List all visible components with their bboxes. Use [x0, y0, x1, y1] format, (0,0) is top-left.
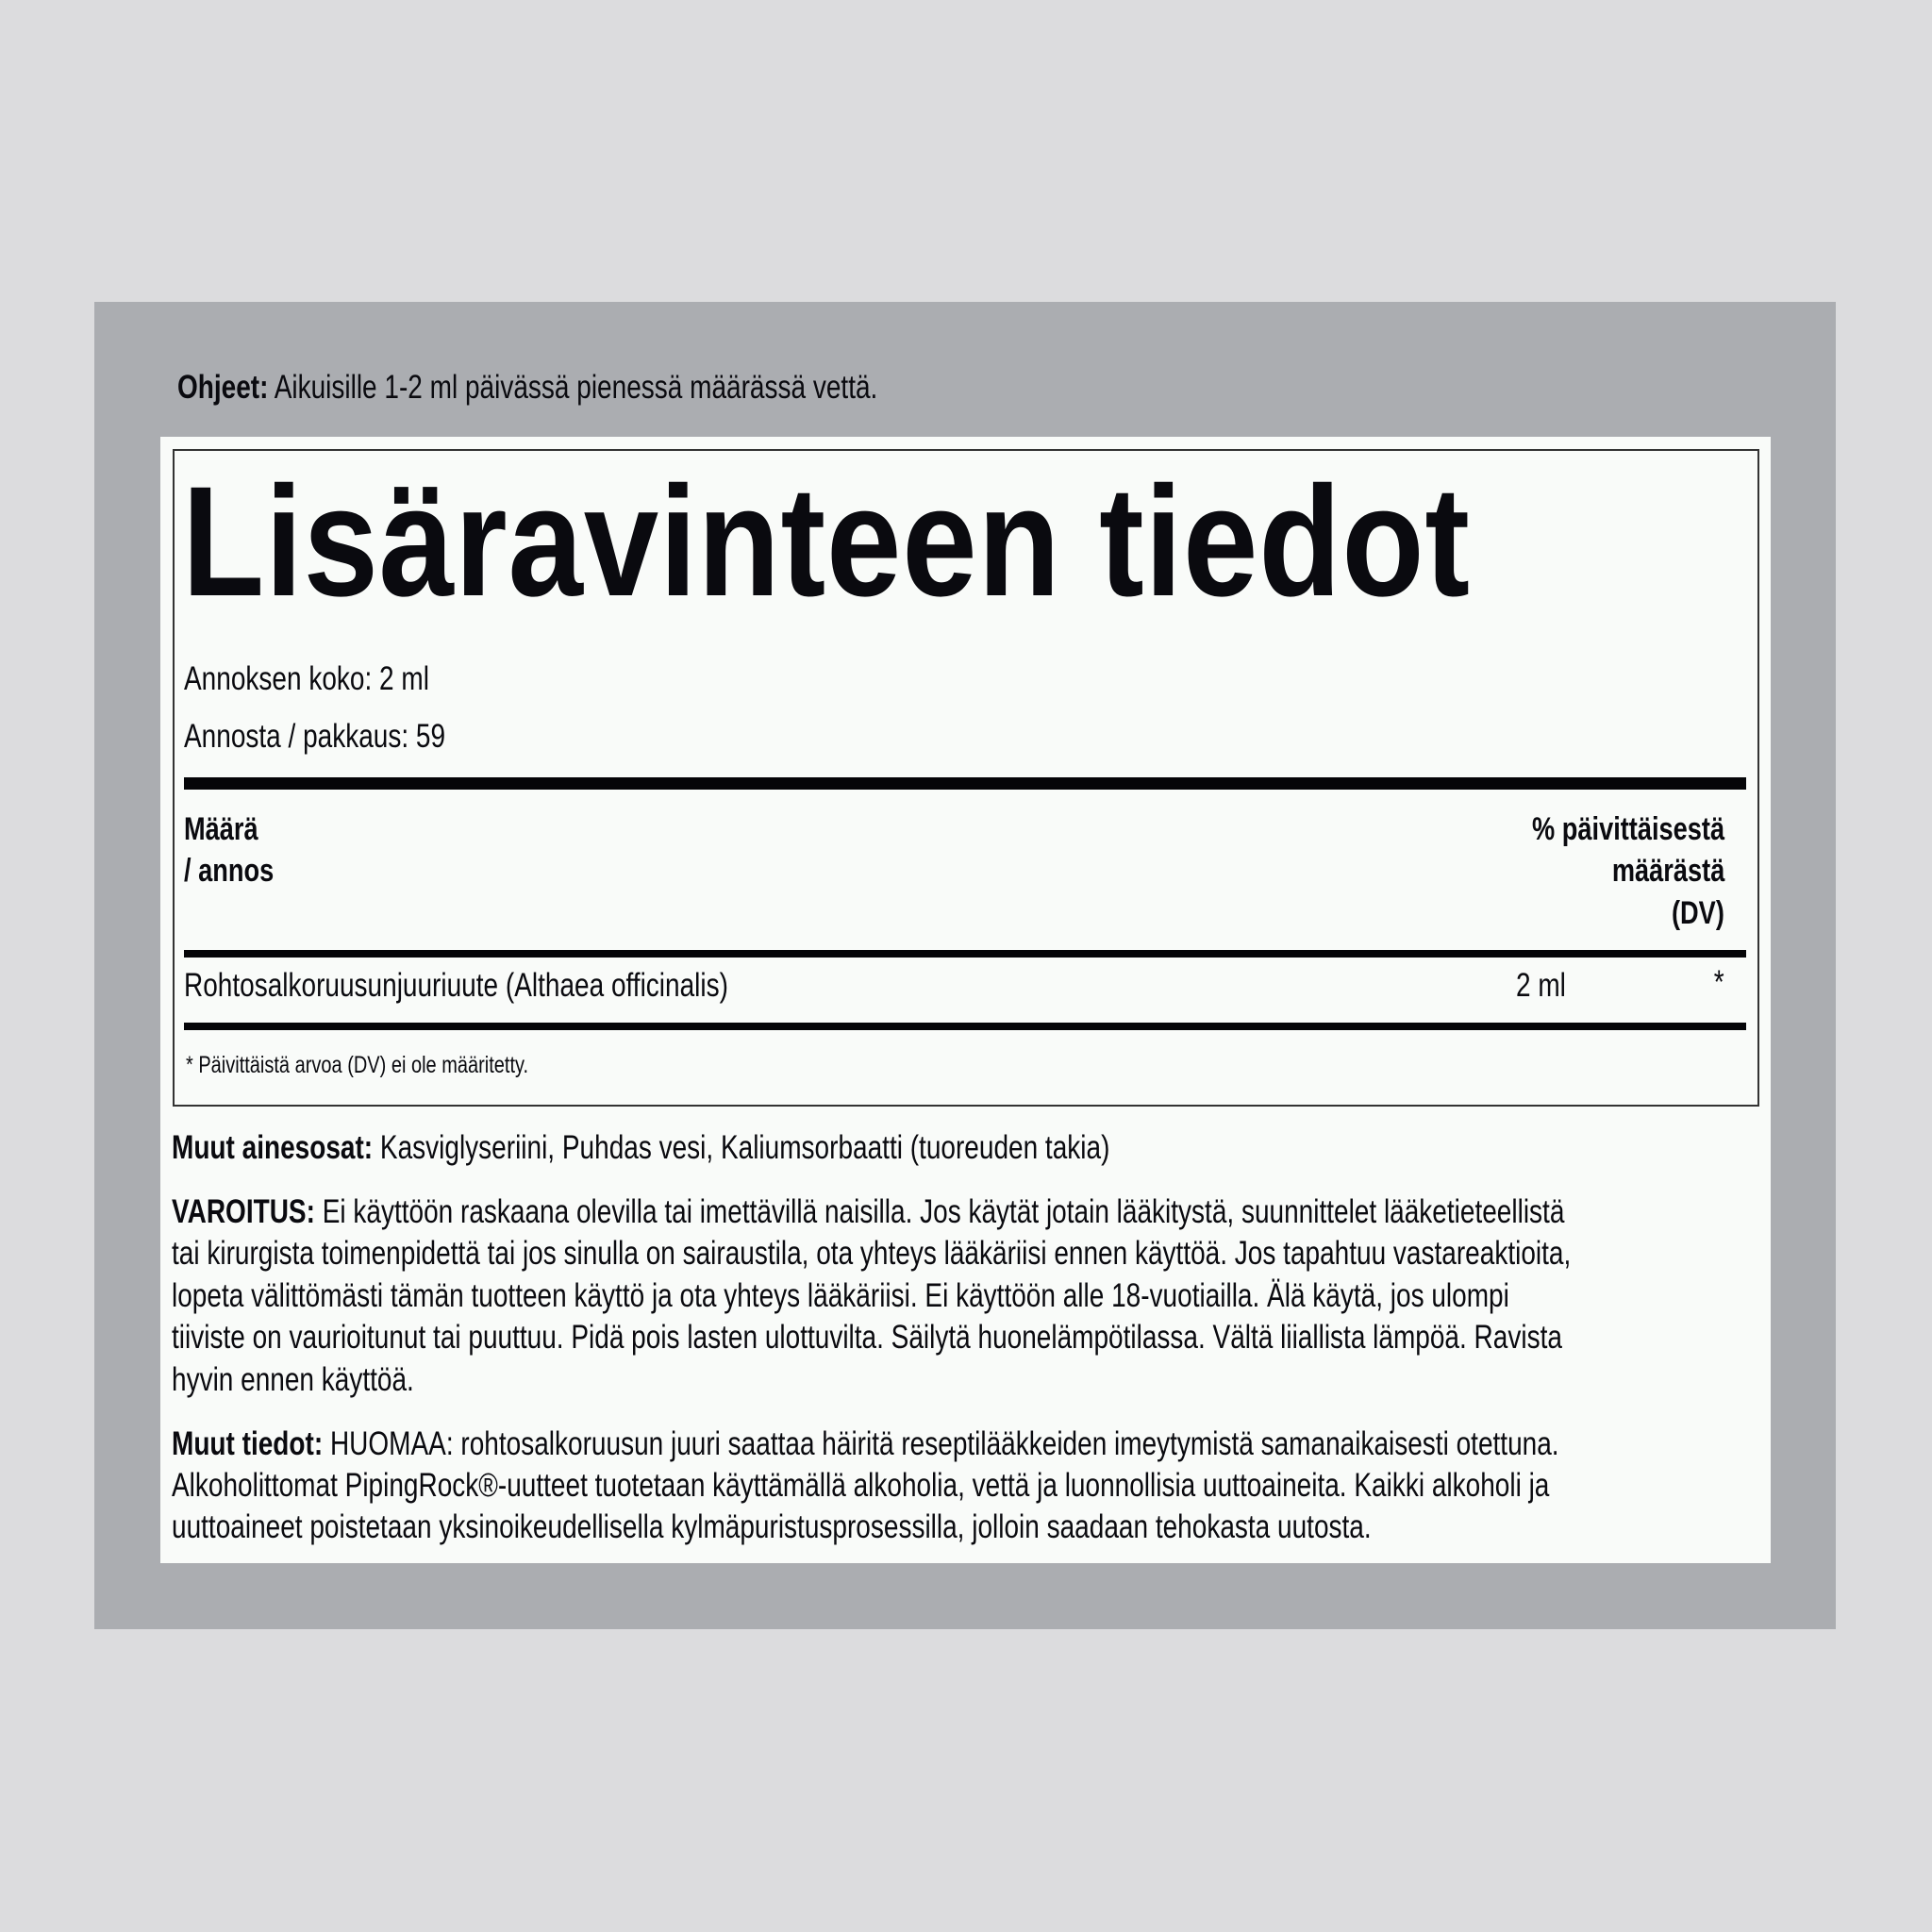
facts-title: Lisäravinteen tiedot [182, 455, 1471, 629]
servings-per-container: Annosta / pakkaus: 59 [184, 718, 446, 755]
other-info-line-3: uuttoaineet poistetaan yksinoikeudellisella kylmäpuristusprosessilla, jolloin saadaan tehokasta uutosta. [172, 1508, 1372, 1545]
warning-line-1 [172, 1191, 1564, 1233]
serving-size: Annoksen koko: 2 ml [184, 660, 429, 697]
other-info-label: Muut tiedot: [172, 1425, 324, 1462]
other-ingredients-label: Muut ainesosat: [172, 1129, 374, 1166]
ingredient-name: Rohtosalkoruusunjuuriuute (Althaea officinalis) [184, 967, 728, 1004]
ingredient-dv: * [1714, 964, 1724, 1001]
directions [177, 367, 877, 408]
other-info-line-2: Alkoholittomat PipingRock®-uutteet tuotetaan käyttämällä alkoholia, vettä ja luonnollisia uuttoaineita. Kaikki alkoholi ja [172, 1467, 1550, 1504]
other-info-line-1 [172, 1424, 1559, 1465]
header-dv-line1: % päivittäisestä [1531, 811, 1724, 847]
dv-footnote: * Päivittäistä arvoa (DV) ei ole määritetty. [186, 1052, 529, 1078]
directions-text: Aikuisille 1-2 ml päivässä pienessä määrässä vettä. [268, 369, 878, 406]
medium-divider [184, 950, 1746, 958]
header-dv-line3: (DV) [1672, 895, 1724, 931]
warning-text: Ei käyttöön raskaana olevilla tai imettävillä naisilla. Jos käytät jotain lääkitystä, suunnittelet lääketieteellistä [314, 1193, 1565, 1230]
ingredient-amount: 2 ml [1516, 967, 1566, 1004]
medium-divider-2 [184, 1023, 1746, 1030]
directions-label: Ohjeet: [177, 369, 269, 406]
warning-label: VAROITUS: [172, 1193, 315, 1230]
header-amount-line1: Määrä [184, 811, 258, 847]
warning-line-5: hyvin ennen käyttöä. [172, 1361, 414, 1398]
header-dv-line2: määrästä [1611, 853, 1724, 889]
warning-line-2: tai kirurgista toimenpidettä tai jos sinulla on sairaustila, ota yhteys lääkäriisi ennen käyttöä. Jos tapahtuu vastareaktioita, [172, 1235, 1572, 1272]
warning-line-4: tiiviste on vaurioitunut tai puuttuu. Pidä pois lasten ulottuvilta. Säilytä huonelämpötilassa. Vältä liiallista lämpöä. Ravista [172, 1319, 1562, 1356]
other-info-text: HUOMAA: rohtosalkoruusun juuri saattaa häiritä reseptilääkkeiden imeytymistä samanaikaisesti otettuna. [323, 1425, 1559, 1462]
warning-line-3: lopeta välittömästi tämän tuotteen käyttö ja ota yhteys lääkäriisi. Ei käyttöön alle 18-vuotiailla. Älä käytä, jos ulompi [172, 1277, 1509, 1314]
other-ingredients [172, 1127, 1109, 1169]
thick-divider [184, 777, 1746, 790]
header-amount-line2: / annos [184, 853, 275, 889]
other-ingredients-text: Kasviglyseriini, Puhdas vesi, Kaliumsorbaatti (tuoreuden takia) [373, 1129, 1110, 1166]
